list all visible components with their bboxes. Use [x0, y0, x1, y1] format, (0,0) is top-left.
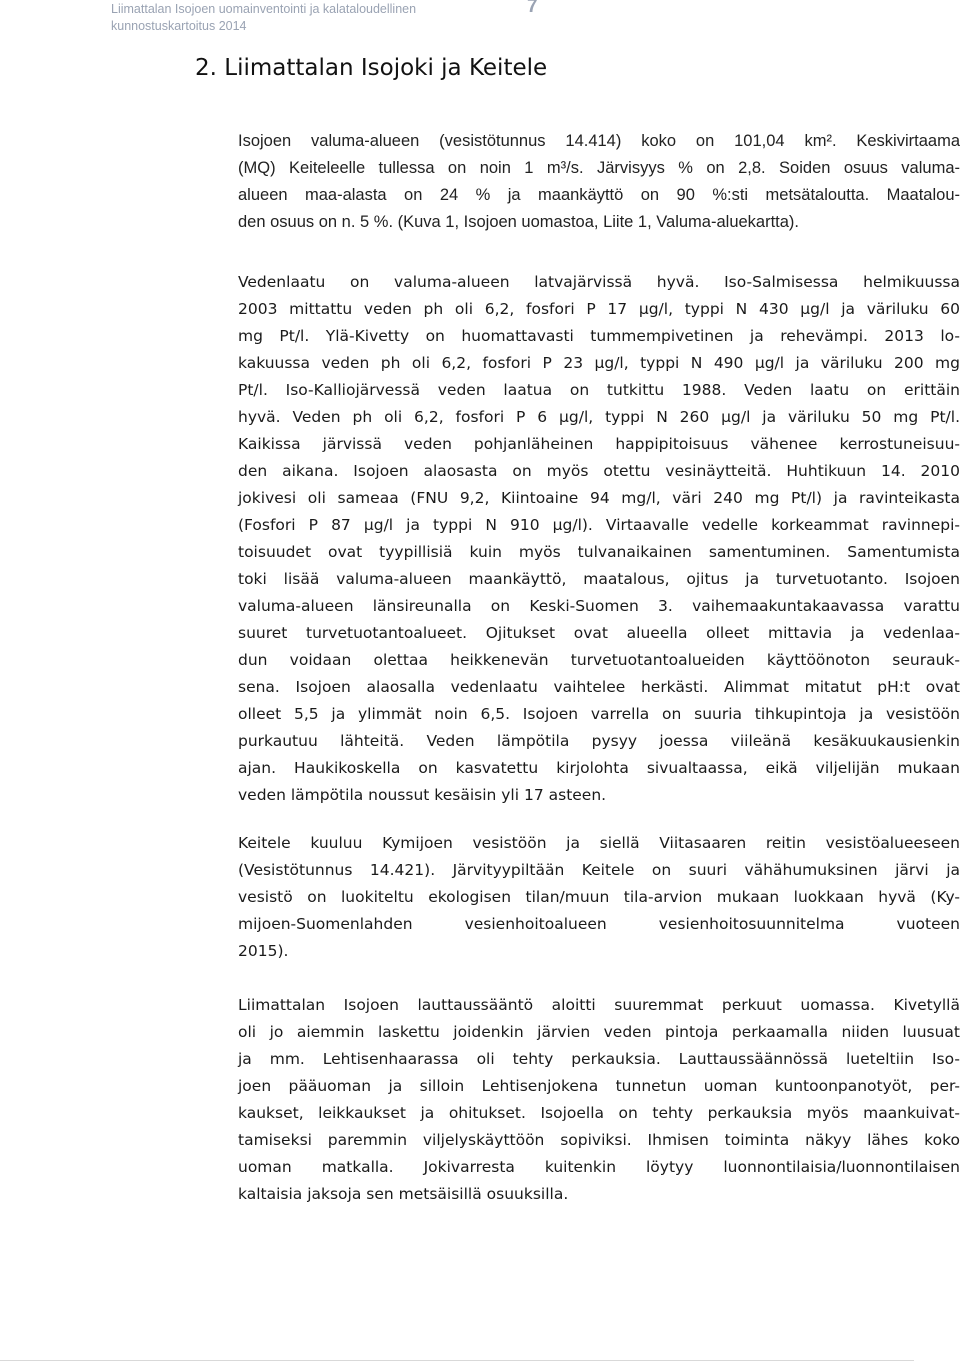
text-line: dun voidaan olettaa heikkenevän turvetuotantoalueiden käyttöönoton seurauk- — [238, 651, 960, 669]
text-line: Pt/l. Iso-Kalliojärvessä veden laatua on tutkittu 1988. Veden laatu on erittäin — [238, 381, 960, 399]
text-line: joen pääuoman ja silloin Lehtisenjokena tunnetun uoman kuntoonpanotyöt, per- — [238, 1077, 960, 1095]
paragraph-dredging-history — [238, 992, 960, 1208]
text-line: toisuudet ovat tyypillisiä kuin myös tulvanaikainen samentuminen. Samentumista — [238, 543, 960, 561]
text-line: Keitele kuuluu Kymijoen vesistöön ja siellä Viitasaaren reitin vesistöalueeseen — [238, 834, 960, 852]
paragraph-water-quality — [238, 269, 960, 809]
header-title-line-2: kunnostuskartoitus 2014 — [111, 19, 247, 33]
text-line: (Fosfori P 87 µg/l ja typpi N 910 µg/l). Virtaavalle vedelle korkeammat ravinnepi- — [238, 516, 960, 534]
text-line: (MQ) Keiteleelle tullessa on noin 1 m³/s. Järvisyys % on 2,8. Soiden osuus valuma- — [238, 159, 960, 177]
section-heading: 2. Liimattalan Isojoki ja Keitele — [195, 55, 548, 81]
text-line: jokivesi oli sameaa (FNU 9,2, Kiintoaine 94 mg/l, väri 240 mg Pt/l) ja ravinteikasta — [238, 489, 960, 507]
text-line: sena. Isojoen alaosalla vedenlaatu vaihtelee herkästi. Alimmat mitatut pH:t ovat — [238, 678, 960, 696]
text-line: mijoen-Suomenlahden vesienhoitoalueen vesienhoitosuunnitelma vuoteen — [238, 915, 960, 933]
text-line: Vedenlaatu on valuma-alueen latvajärvissä hyvä. Iso-Salmisessa helmikuussa — [238, 273, 960, 291]
text-line: valuma-alueen länsireunalla on Keski-Suomen 3. vaihemaakuntakaavassa varattu — [238, 597, 960, 615]
text-line: 2003 mittattu veden ph oli 6,2, fosfori P 17 µg/l, typpi N 430 µg/l ja väriluku 60 — [238, 300, 960, 318]
text-line: ajan. Haukikoskella on kasvatettu kirjolohta sivualtaassa, eikä viljelijän mukaan — [238, 759, 960, 777]
text-line: purkautuu lähteitä. Veden lämpötila pysyy joessa viileänä kesäkuukausienkin — [238, 732, 960, 750]
text-line: 2015). — [238, 942, 289, 960]
text-line: olleet 5,5 ja ylimmät noin 6,5. Isojoen varrella on suuria tihkupintoja ja vesistöön — [238, 705, 960, 723]
page-number: 7 — [527, 0, 538, 17]
running-header — [111, 1, 441, 35]
text-line: alueen maa-alasta on 24 % ja maankäyttö on 90 %:sti metsätaloutta. Maatalou- — [238, 186, 960, 204]
text-line: ja mm. Lehtisenhaarassa oli tehty perkauksia. Lauttaussäännössä lueteltiin Iso- — [238, 1050, 960, 1068]
text-line: hyvä. Veden ph oli 6,2, fosfori P 6 µg/l, typpi N 260 µg/l ja väriluku 50 mg Pt/l. — [238, 408, 960, 426]
text-line: suuret turvetuotantoalueet. Ojitukset ovat alueella olleet mittavia ja vedenlaa- — [238, 624, 960, 642]
text-line: den aikana. Isojoen alaosasta on myös otettu vesinäytteitä. Huhtikuun 14. 2010 — [238, 462, 960, 480]
text-line: vesistö on luokiteltu ekologisen tilan/muun tila-arvion mukaan luokkaan hyvä (Ky- — [238, 888, 960, 906]
paragraph-catchment-area — [238, 128, 960, 236]
paragraph-keitele — [238, 830, 960, 965]
text-line: veden lämpötila noussut kesäisin yli 17 asteen. — [238, 786, 607, 804]
text-line: Liimattalan Isojoen lauttaussääntö aloitti suuremmat perkuut uomassa. Kivetyllä — [238, 996, 960, 1014]
text-line: tamiseksi paremmin viljelyskäyttöön sopiviksi. Ihmisen toiminta näkyy lähes koko — [238, 1131, 960, 1149]
text-line: oli jo aiemmin laskettu joidenkin järvien veden pintoja perkaamalla niiden luusuat — [238, 1023, 960, 1041]
text-line: kaukset, leikkaukset ja ohitukset. Isojoella on tehty perkauksia myös maankuivat- — [238, 1104, 960, 1122]
text-line: uoman matkalla. Jokivarresta kuitenkin löytyy luonnontilaisia/luonnontilaisen — [238, 1158, 960, 1176]
header-title-line-1: Liimattalan Isojoen uomainventointi ja kalataloudellinen — [111, 2, 417, 16]
text-line: mg Pt/l. Ylä-Kivetty on huomattavasti tummempivetinen ja rehevämpi. 2013 lo- — [238, 327, 960, 345]
footer-divider — [0, 1360, 914, 1361]
text-line: toki lisää valuma-alueen maankäyttö, maatalous, ojitus ja turvetuotanto. Isojoen — [238, 570, 960, 588]
text-line: den osuus on n. 5 %. (Kuva 1, Isojoen uomastoa, Liite 1, Valuma-aluekartta). — [238, 213, 800, 231]
text-line: kaltaisia jaksoja sen metsäisillä osuuksilla. — [238, 1185, 569, 1203]
text-line: Isojoen valuma-alueen (vesistötunnus 14.414) koko on 101,04 km². Keskivirtaama — [238, 132, 960, 150]
text-line: Kaikissa järvissä veden pohjanläheinen happipitoisuus vähenee kerrostuneisuu- — [238, 435, 960, 453]
text-line: (Vesistötunnus 14.421). Järvityypiltään Keitele on suuri vähähumuksinen järvi ja — [238, 861, 960, 879]
text-line: kakuussa veden ph oli 6,2, fosfori P 23 µg/l, typpi N 490 µg/l ja väriluku 200 mg — [238, 354, 960, 372]
